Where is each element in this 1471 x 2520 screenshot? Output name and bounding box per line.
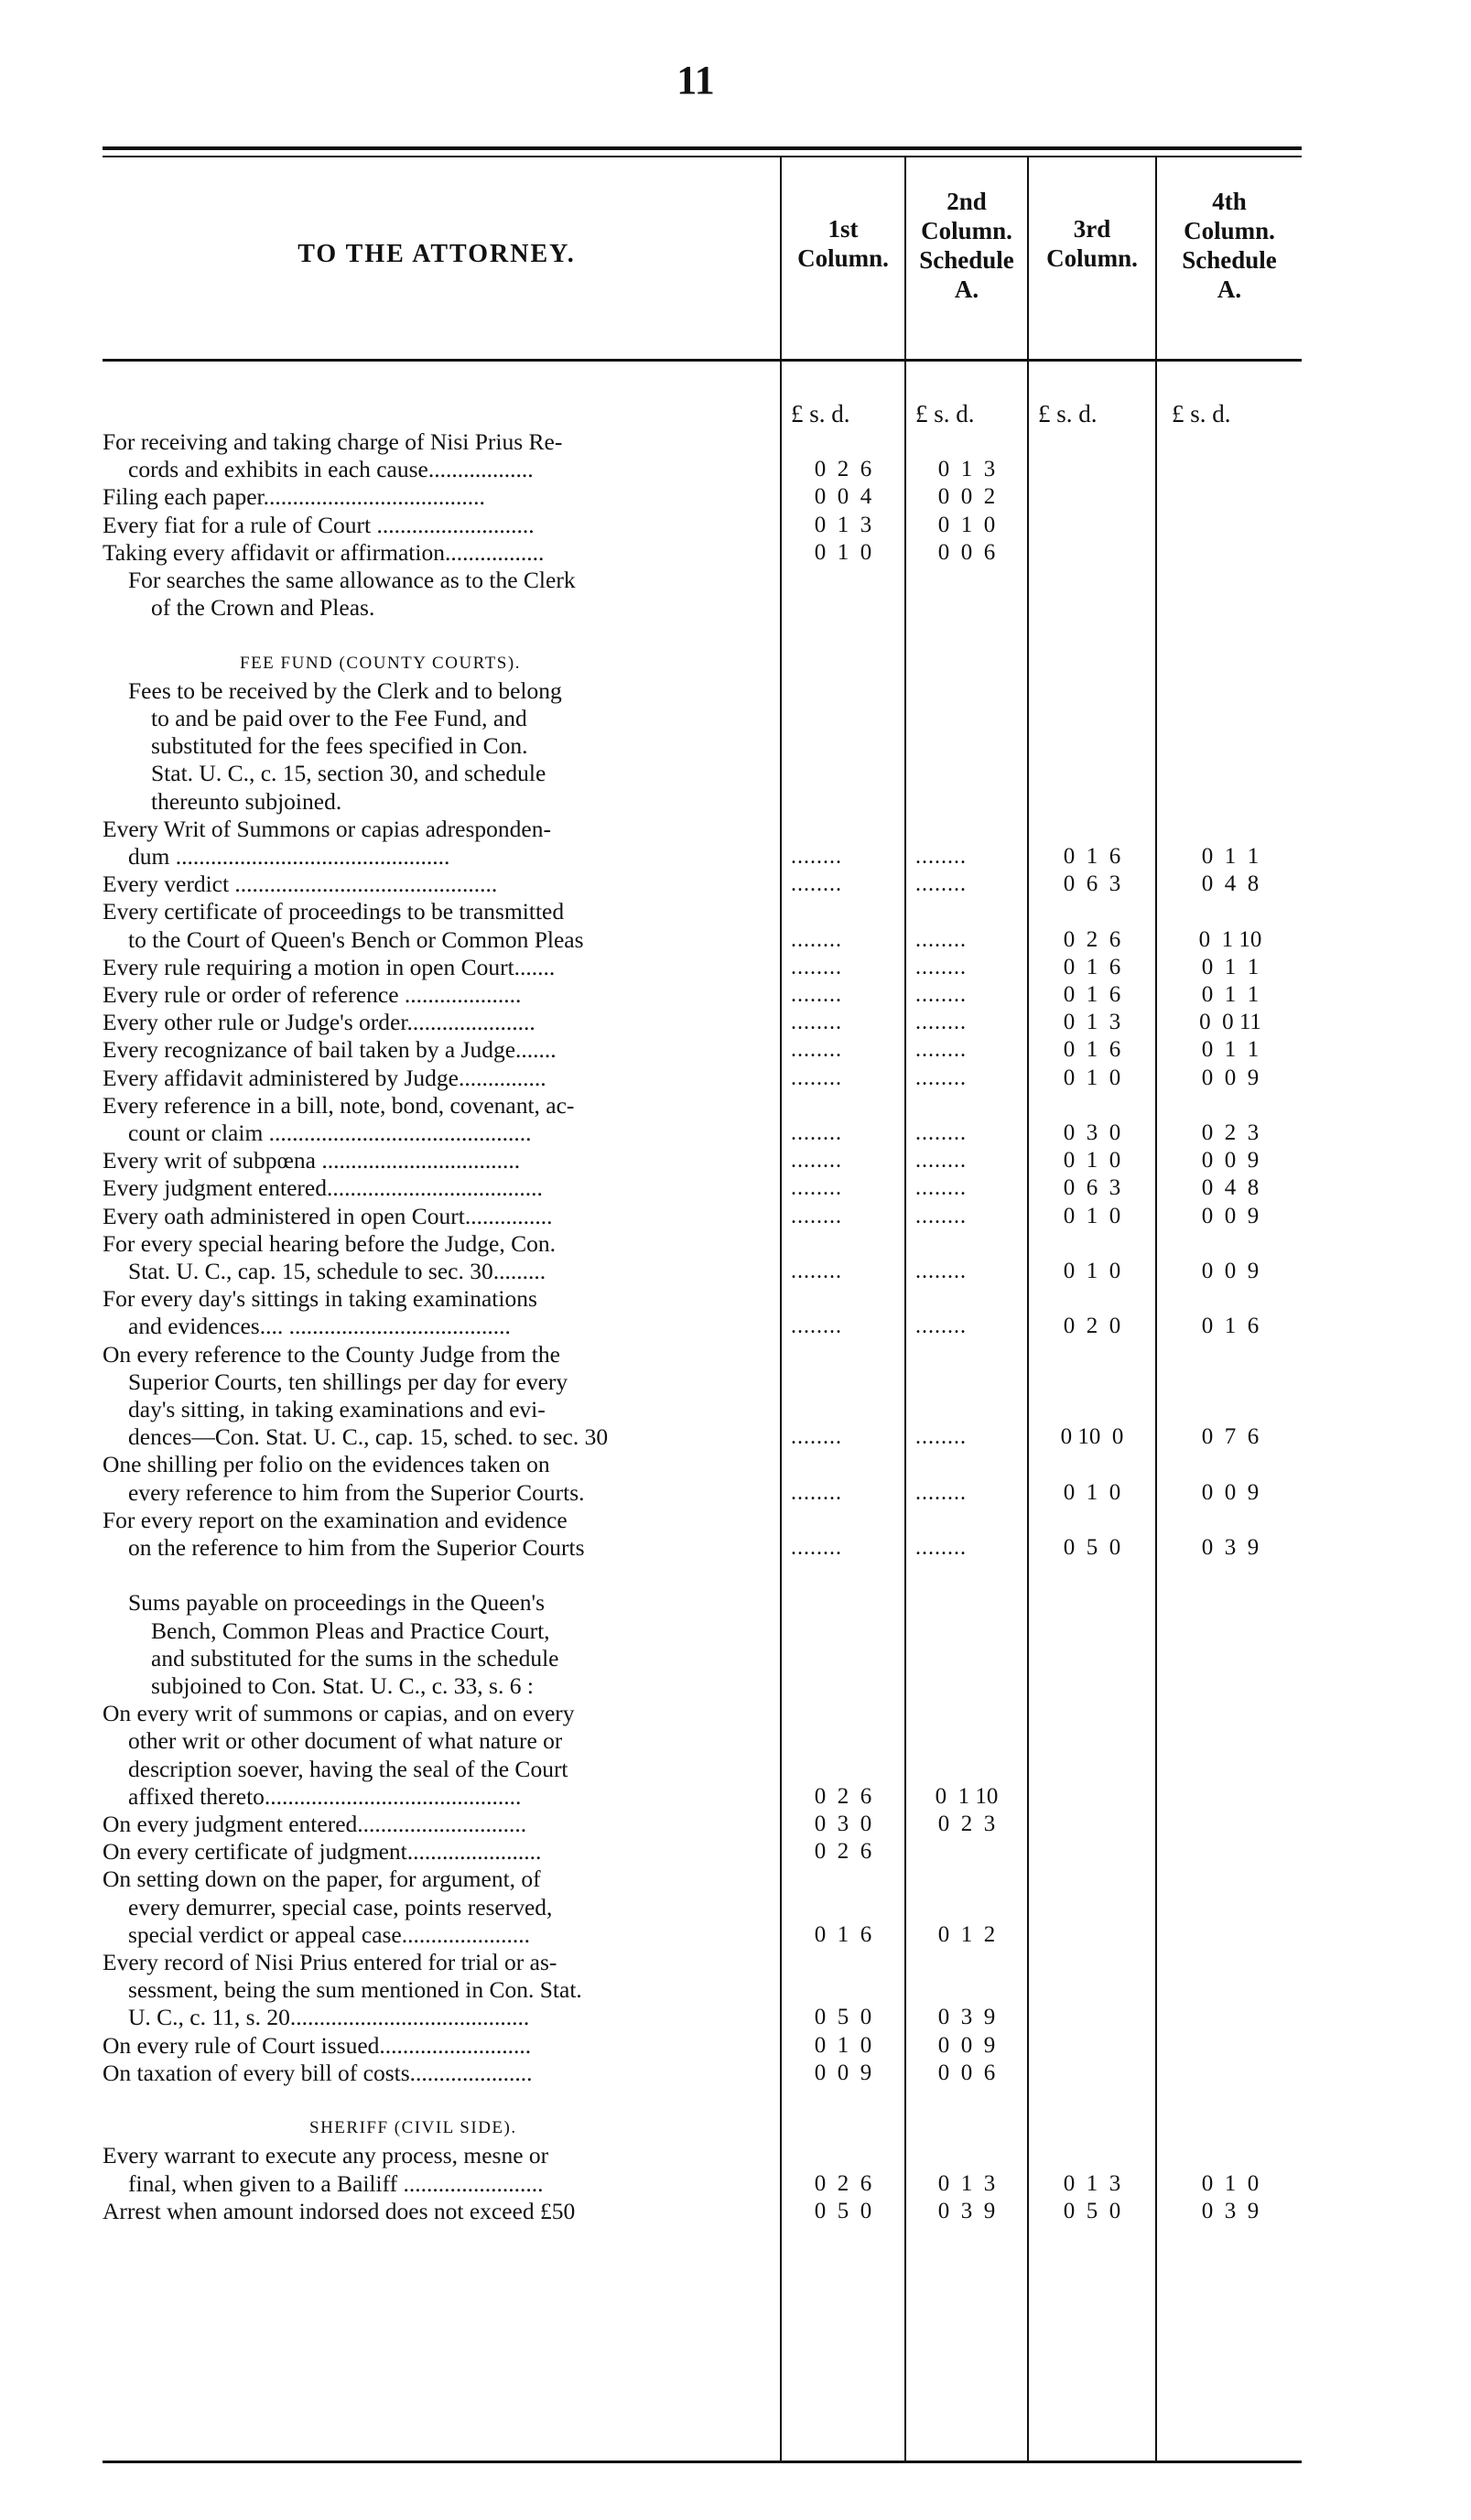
fee-amount-col-4: 0 3 9 [1201, 2199, 1260, 2223]
fee-amount-col-1: 0 1 6 [814, 1922, 872, 1947]
fee-amount-col-3: 0 3 0 [1063, 1120, 1121, 1145]
empty-cell-leader: ........ [791, 1011, 842, 1034]
empty-cell-leader: ........ [791, 1536, 842, 1560]
fee-item-text: subjoined to Con. Stat. U. C., c. 33, s. 6 : [151, 1672, 534, 1699]
empty-cell-leader: ........ [915, 872, 967, 896]
column-divider-1 [780, 157, 782, 2461]
fee-item-text: dences—Con. Stat. U. C., cap. 15, sched. to sec. 30 [128, 1423, 609, 1450]
fee-amount-col-4: 0 4 8 [1201, 871, 1260, 896]
fee-amount-col-3: 0 1 0 [1063, 1480, 1121, 1505]
fee-amount-col-2: 0 1 3 [937, 457, 996, 481]
fee-item-text: On taxation of every bill of costs..................... [103, 2060, 533, 2086]
fee-amount-col-3: 0 6 3 [1063, 871, 1121, 896]
fee-item-text: other writ or other document of what nature or [128, 1727, 563, 1754]
fee-amount-col-1: 0 2 6 [814, 1839, 872, 1864]
column-divider-4 [1155, 157, 1157, 2461]
empty-cell-leader: ........ [791, 1260, 842, 1283]
fee-item-text: Every warrant to execute any process, mesne or [103, 2142, 549, 2168]
empty-cell-leader: ........ [791, 1481, 842, 1505]
fee-amount-col-4: 0 0 9 [1201, 1480, 1260, 1505]
fee-item-text: count or claim ............................................. [128, 1119, 532, 1146]
fee-item-text: For every special hearing before the Judge, Con. [103, 1230, 556, 1257]
column-divider-2 [904, 157, 906, 2461]
header-bottom-rule [103, 359, 1302, 362]
fee-item-text: affixed thereto............................................ [128, 1783, 522, 1810]
empty-cell-leader: ........ [791, 1314, 842, 1338]
fee-amount-col-3: 0 5 0 [1063, 1535, 1121, 1560]
empty-cell-leader: ........ [915, 983, 967, 1007]
fee-item-text: Filing each paper...................................... [103, 483, 485, 510]
fee-amount-col-4: 0 3 9 [1201, 1535, 1260, 1560]
empty-cell-leader: ........ [915, 845, 967, 869]
fee-item-text: On every judgment entered............................. [103, 1811, 527, 1837]
fee-item-text: and substituted for the sums in the schedule [151, 1645, 559, 1671]
fee-item-text: and evidences.... ...................................... [128, 1313, 511, 1339]
fee-item-text: Every record of Nisi Prius entered for trial or as- [103, 1949, 557, 1975]
fee-item-text: Every verdict ............................................. [103, 871, 498, 897]
fee-amount-col-3: 0 1 0 [1063, 1204, 1121, 1228]
fee-item-text: to and be paid over to the Fee Fund, and [151, 705, 527, 731]
empty-cell-leader: ........ [791, 1425, 842, 1449]
fee-amount-col-4: 0 7 6 [1201, 1424, 1260, 1449]
empty-cell-leader: ........ [791, 983, 842, 1007]
fee-item-text: thereunto subjoined. [151, 788, 342, 815]
fee-amount-col-2: 0 3 9 [937, 2005, 996, 2029]
units-col-4: £ s. d. [1172, 400, 1231, 427]
empty-cell-leader: ........ [915, 1536, 967, 1560]
fee-amount-col-4: 0 1 10 [1198, 927, 1262, 952]
empty-cell-leader: ........ [791, 1205, 842, 1228]
fee-item-text: sessment, being the sum mentioned in Con. Stat. [128, 1976, 582, 2003]
fee-amount-col-4: 0 1 1 [1201, 955, 1260, 979]
fee-item-text: every demurrer, special case, points reserved, [128, 1894, 553, 1920]
fee-amount-col-3: 0 5 0 [1063, 2199, 1121, 2223]
fee-item-text: On every rule of Court issued.......................... [103, 2032, 532, 2059]
bottom-rule [103, 2461, 1302, 2463]
fee-item-text: Every rule requiring a motion in open Court....... [103, 954, 556, 980]
fee-item-text: substituted for the fees specified in Con. [151, 732, 528, 759]
empty-cell-leader: ........ [915, 1038, 967, 1062]
empty-cell-leader: ........ [791, 1149, 842, 1173]
fee-amount-col-1: 0 5 0 [814, 2199, 872, 2223]
fee-item-text: Fees to be received by the Clerk and to belong [128, 677, 562, 704]
section-heading: FEE FUND (COUNTY COURTS). [240, 654, 521, 673]
fee-amount-col-2: 0 1 3 [937, 2171, 996, 2196]
fee-item-text: Bench, Common Pleas and Practice Court, [151, 1617, 550, 1644]
fee-amount-col-4: 0 0 9 [1201, 1065, 1260, 1090]
fee-item-text: Every oath administered in open Court............... [103, 1203, 553, 1229]
fee-item-text: On every writ of summons or capias, and on every [103, 1700, 575, 1726]
column-header-1: 1st Column. [797, 215, 889, 272]
fee-item-text: Every Writ of Summons or capias adresponden- [103, 816, 551, 842]
fee-amount-col-1: 0 2 6 [814, 457, 872, 481]
fee-amount-col-4: 0 1 6 [1201, 1314, 1260, 1338]
fee-item-text: For every report on the examination and evidence [103, 1507, 568, 1533]
fee-item-text: Arrest when amount indorsed does not exceed £50 [103, 2198, 576, 2224]
fee-item-text: special verdict or appeal case...................... [128, 1921, 531, 1948]
fee-item-text: On every certificate of judgment....................... [103, 1838, 542, 1865]
fee-item-text: cords and exhibits in each cause.................. [128, 456, 534, 482]
fee-item-text: For every day's sittings in taking examinations [103, 1285, 537, 1312]
fee-item-text: dum ............................................... [128, 843, 450, 870]
empty-cell-leader: ........ [915, 1481, 967, 1505]
fee-amount-col-2: 0 1 2 [937, 1922, 996, 1947]
fee-amount-col-4: 0 0 11 [1199, 1010, 1261, 1034]
page-number: 11 [676, 58, 715, 103]
fee-item-text: On every reference to the County Judge from the [103, 1341, 560, 1368]
fee-item-text: Taking every affidavit or affirmation................. [103, 539, 545, 566]
fee-amount-col-3: 0 1 6 [1063, 1037, 1121, 1062]
fee-item-text: Stat. U. C., cap. 15, schedule to sec. 30......... [128, 1258, 546, 1284]
fee-item-text: day's sitting, in taking examinations and evi- [128, 1396, 546, 1422]
fee-item-text: For searches the same allowance as to the Clerk [128, 567, 576, 593]
fee-amount-col-3: 0 6 3 [1063, 1175, 1121, 1200]
fee-item-text: On setting down on the paper, for argument, of [103, 1866, 541, 1892]
fee-amount-col-1: 0 1 0 [814, 540, 872, 565]
fee-amount-col-2: 0 1 10 [935, 1784, 999, 1809]
empty-cell-leader: ........ [791, 1121, 842, 1145]
empty-cell-leader: ........ [915, 1205, 967, 1228]
fee-item-text: to the Court of Queen's Bench or Common Pleas [128, 926, 584, 953]
fee-amount-col-1: 0 3 0 [814, 1812, 872, 1836]
fee-amount-col-1: 0 1 0 [814, 2033, 872, 2058]
fee-amount-col-1: 0 5 0 [814, 2005, 872, 2029]
empty-cell-leader: ........ [791, 845, 842, 869]
fee-item-text: Every certificate of proceedings to be transmitted [103, 898, 565, 925]
fee-amount-col-4: 0 1 1 [1201, 844, 1260, 869]
column-header-3: 3rd Column. [1046, 215, 1138, 272]
units-col-3: £ s. d. [1038, 400, 1098, 427]
fee-item-text: One shilling per folio on the evidences taken on [103, 1451, 550, 1477]
fee-item-text: every reference to him from the Superior Courts. [128, 1479, 585, 1506]
fee-item-text: U. C., c. 11, s. 20......................................... [128, 2004, 530, 2030]
fee-amount-col-3: 0 1 3 [1063, 1010, 1121, 1034]
fee-amount-col-3: 0 1 0 [1063, 1065, 1121, 1090]
top-double-rule-lower [103, 156, 1302, 157]
fee-item-text: For receiving and taking charge of Nisi Prius Re- [103, 428, 563, 455]
empty-cell-leader: ........ [915, 1425, 967, 1449]
empty-cell-leader: ........ [915, 928, 967, 952]
fee-item-text: Every fiat for a rule of Court ........................... [103, 512, 535, 538]
fee-amount-col-4: 0 4 8 [1201, 1175, 1260, 1200]
fee-item-text: Every other rule or Judge's order...................... [103, 1009, 535, 1035]
fee-amount-col-2: 0 0 9 [937, 2033, 996, 2058]
fee-item-text: Stat. U. C., c. 15, section 30, and schedule [151, 760, 546, 786]
fee-item-text: Every affidavit administered by Judge............... [103, 1065, 546, 1091]
fee-amount-col-4: 0 0 9 [1201, 1259, 1260, 1283]
fee-item-text: of the Crown and Pleas. [151, 594, 375, 621]
fee-amount-col-2: 0 0 6 [937, 540, 996, 565]
empty-cell-leader: ........ [791, 1066, 842, 1090]
fee-amount-col-1: 0 0 4 [814, 484, 872, 509]
section-heading: SHERIFF (CIVIL SIDE). [309, 2118, 517, 2137]
fee-amount-col-4: 0 1 0 [1201, 2171, 1260, 2196]
fee-amount-col-3: 0 1 6 [1063, 982, 1121, 1007]
fee-item-text: Every writ of subpœna .................................. [103, 1147, 521, 1173]
fee-amount-col-3: 0 1 6 [1063, 844, 1121, 869]
fee-amount-col-3: 0 1 0 [1063, 1259, 1121, 1283]
fee-item-text: final, when given to a Bailiff ........................ [128, 2170, 544, 2197]
column-divider-3 [1027, 157, 1029, 2461]
fee-amount-col-2: 0 2 3 [937, 1812, 996, 1836]
empty-cell-leader: ........ [915, 1314, 967, 1338]
fee-item-text: Every reference in a bill, note, bond, covenant, ac- [103, 1092, 575, 1119]
fee-item-text: Every recognizance of bail taken by a Judge....... [103, 1036, 557, 1063]
fee-amount-col-3: 0 1 3 [1063, 2171, 1121, 2196]
empty-cell-leader: ........ [915, 1176, 967, 1200]
fee-amount-col-4: 0 1 1 [1201, 982, 1260, 1007]
fee-amount-col-3: 0 10 0 [1060, 1424, 1124, 1449]
fee-item-text: Sums payable on proceedings in the Queen's [128, 1589, 545, 1616]
column-header-4: 4th Column. Schedule A. [1182, 188, 1277, 303]
top-double-rule-upper [103, 146, 1302, 150]
column-header-2: 2nd Column. Schedule A. [919, 188, 1014, 303]
fee-amount-col-3: 0 2 6 [1063, 927, 1121, 952]
empty-cell-leader: ........ [915, 1011, 967, 1034]
empty-cell-leader: ........ [791, 872, 842, 896]
fee-item-text: Every rule or order of reference .................... [103, 981, 522, 1008]
fee-item-text: on the reference to him from the Superior Courts [128, 1534, 585, 1561]
fee-amount-col-1: 0 2 6 [814, 2171, 872, 2196]
fee-amount-col-1: 0 1 3 [814, 513, 872, 537]
fee-item-text: Every judgment entered..................................... [103, 1174, 543, 1201]
fee-item-text: description soever, having the seal of the Court [128, 1756, 568, 1782]
empty-cell-leader: ........ [915, 1260, 967, 1283]
empty-cell-leader: ........ [791, 956, 842, 979]
fee-amount-col-2: 0 0 6 [937, 2060, 996, 2085]
fee-amount-col-1: 0 2 6 [814, 1784, 872, 1809]
fee-amount-col-4: 0 2 3 [1201, 1120, 1260, 1145]
empty-cell-leader: ........ [791, 1176, 842, 1200]
fee-item-text: Superior Courts, ten shillings per day for every [128, 1368, 568, 1395]
empty-cell-leader: ........ [915, 956, 967, 979]
units-col-2: £ s. d. [915, 400, 975, 427]
empty-cell-leader: ........ [915, 1149, 967, 1173]
fee-amount-col-4: 0 0 9 [1201, 1148, 1260, 1173]
empty-cell-leader: ........ [915, 1121, 967, 1145]
fee-amount-col-1: 0 0 9 [814, 2060, 872, 2085]
empty-cell-leader: ........ [791, 1038, 842, 1062]
fee-amount-col-2: 0 0 2 [937, 484, 996, 509]
fee-amount-col-3: 0 2 0 [1063, 1314, 1121, 1338]
fee-amount-col-2: 0 1 0 [937, 513, 996, 537]
fee-amount-col-3: 0 1 6 [1063, 955, 1121, 979]
fee-amount-col-4: 0 0 9 [1201, 1204, 1260, 1228]
empty-cell-leader: ........ [791, 928, 842, 952]
units-col-1: £ s. d. [791, 400, 850, 427]
empty-cell-leader: ........ [915, 1066, 967, 1090]
fee-amount-col-4: 0 1 1 [1201, 1037, 1260, 1062]
fee-amount-col-3: 0 1 0 [1063, 1148, 1121, 1173]
fee-amount-col-2: 0 3 9 [937, 2199, 996, 2223]
section-title: TO THE ATTORNEY. [297, 240, 576, 268]
